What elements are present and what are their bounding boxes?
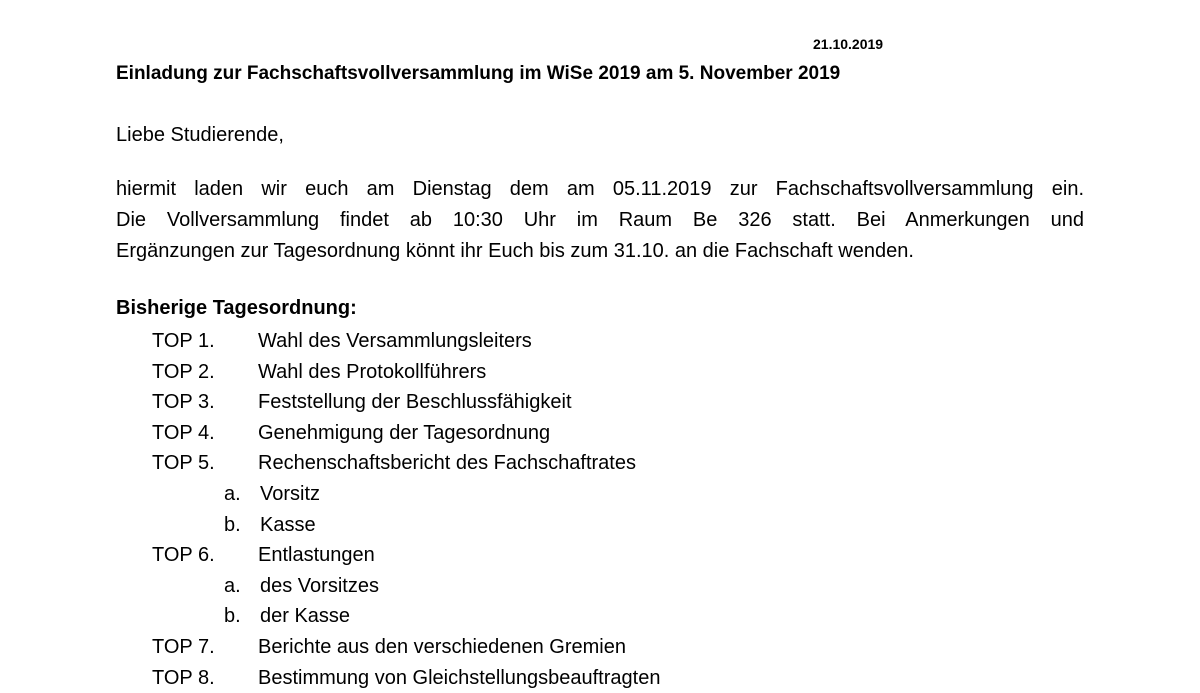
- agenda-item-number: TOP 8.: [152, 666, 215, 689]
- agenda-item-text: Bestimmung von Gleichstellungsbeauftragten: [258, 666, 661, 689]
- agenda-item: [0, 357, 1200, 388]
- agenda-item-text: Wahl des Protokollführers: [258, 360, 487, 383]
- agenda-item: [0, 448, 1200, 479]
- agenda-item-number: TOP 5.: [152, 452, 215, 475]
- agenda-item: [0, 326, 1200, 357]
- agenda-item-number: TOP 2.: [152, 360, 215, 383]
- agenda-item: [0, 540, 1200, 571]
- agenda-item-number: TOP 1.: [152, 330, 215, 352]
- agenda-item-number: TOP 4.: [152, 421, 215, 444]
- agenda-subitem-letter: a.: [224, 482, 241, 505]
- body-line: Ergänzungen zur Tagesordnung könnt ihr Euch bis zum 31.10. an die Fachschaft wenden.: [116, 240, 914, 262]
- body-paragraph: [116, 174, 1084, 267]
- agenda-subitem-text: Vorsitz: [260, 482, 321, 505]
- agenda-item: [0, 418, 1200, 449]
- agenda-subitem-letter: b.: [224, 513, 241, 536]
- agenda-list: [0, 326, 1200, 693]
- agenda-item: [0, 663, 1200, 693]
- agenda-item-text: Genehmigung der Tagesordnung: [258, 421, 551, 444]
- agenda-subitem: [0, 571, 1200, 602]
- agenda-item-number: TOP 6.: [152, 544, 215, 567]
- body-line: Die Vollversammlung findet ab 10:30 Uhr im Raum Be 326 statt. Bei Anmerkungen und: [116, 209, 1084, 231]
- agenda-subitem: [0, 510, 1200, 541]
- agenda-subitem-text: des Vorsitzes: [260, 574, 379, 597]
- agenda-item: [0, 387, 1200, 418]
- agenda-item: [0, 632, 1200, 663]
- agenda-subitem-letter: b.: [224, 605, 241, 628]
- document-date: 21.10.2019: [813, 36, 884, 52]
- agenda-subitem: [0, 479, 1200, 510]
- agenda-item-text: Entlastungen: [258, 544, 375, 567]
- body-line: hiermit laden wir euch am Dienstag dem am 05.11.2019 zur Fachschaftsvollversammlung ein.: [116, 178, 1084, 200]
- agenda-item-text: Feststellung der Beschlussfähigkeit: [258, 391, 572, 414]
- agenda-item-text: Wahl des Versammlungsleiters: [258, 330, 532, 352]
- agenda-heading: Bisherige Tagesordnung:: [116, 297, 357, 319]
- document-subject: Einladung zur Fachschaftsvollversammlung im WiSe 2019 am 5. November 2019: [116, 63, 841, 84]
- agenda-subitem-letter: a.: [224, 574, 241, 597]
- agenda-subitem: [0, 601, 1200, 632]
- agenda-subitem-text: Kasse: [260, 513, 316, 536]
- agenda-item-text: Rechenschaftsbericht des Fachschaftrates: [258, 452, 636, 475]
- agenda-subitem-text: der Kasse: [260, 605, 351, 628]
- agenda-item-number: TOP 7.: [152, 635, 215, 658]
- agenda-item-text: Berichte aus den verschiedenen Gremien: [258, 635, 626, 658]
- agenda-item-number: TOP 3.: [152, 391, 215, 414]
- greeting: Liebe Studierende,: [116, 124, 284, 146]
